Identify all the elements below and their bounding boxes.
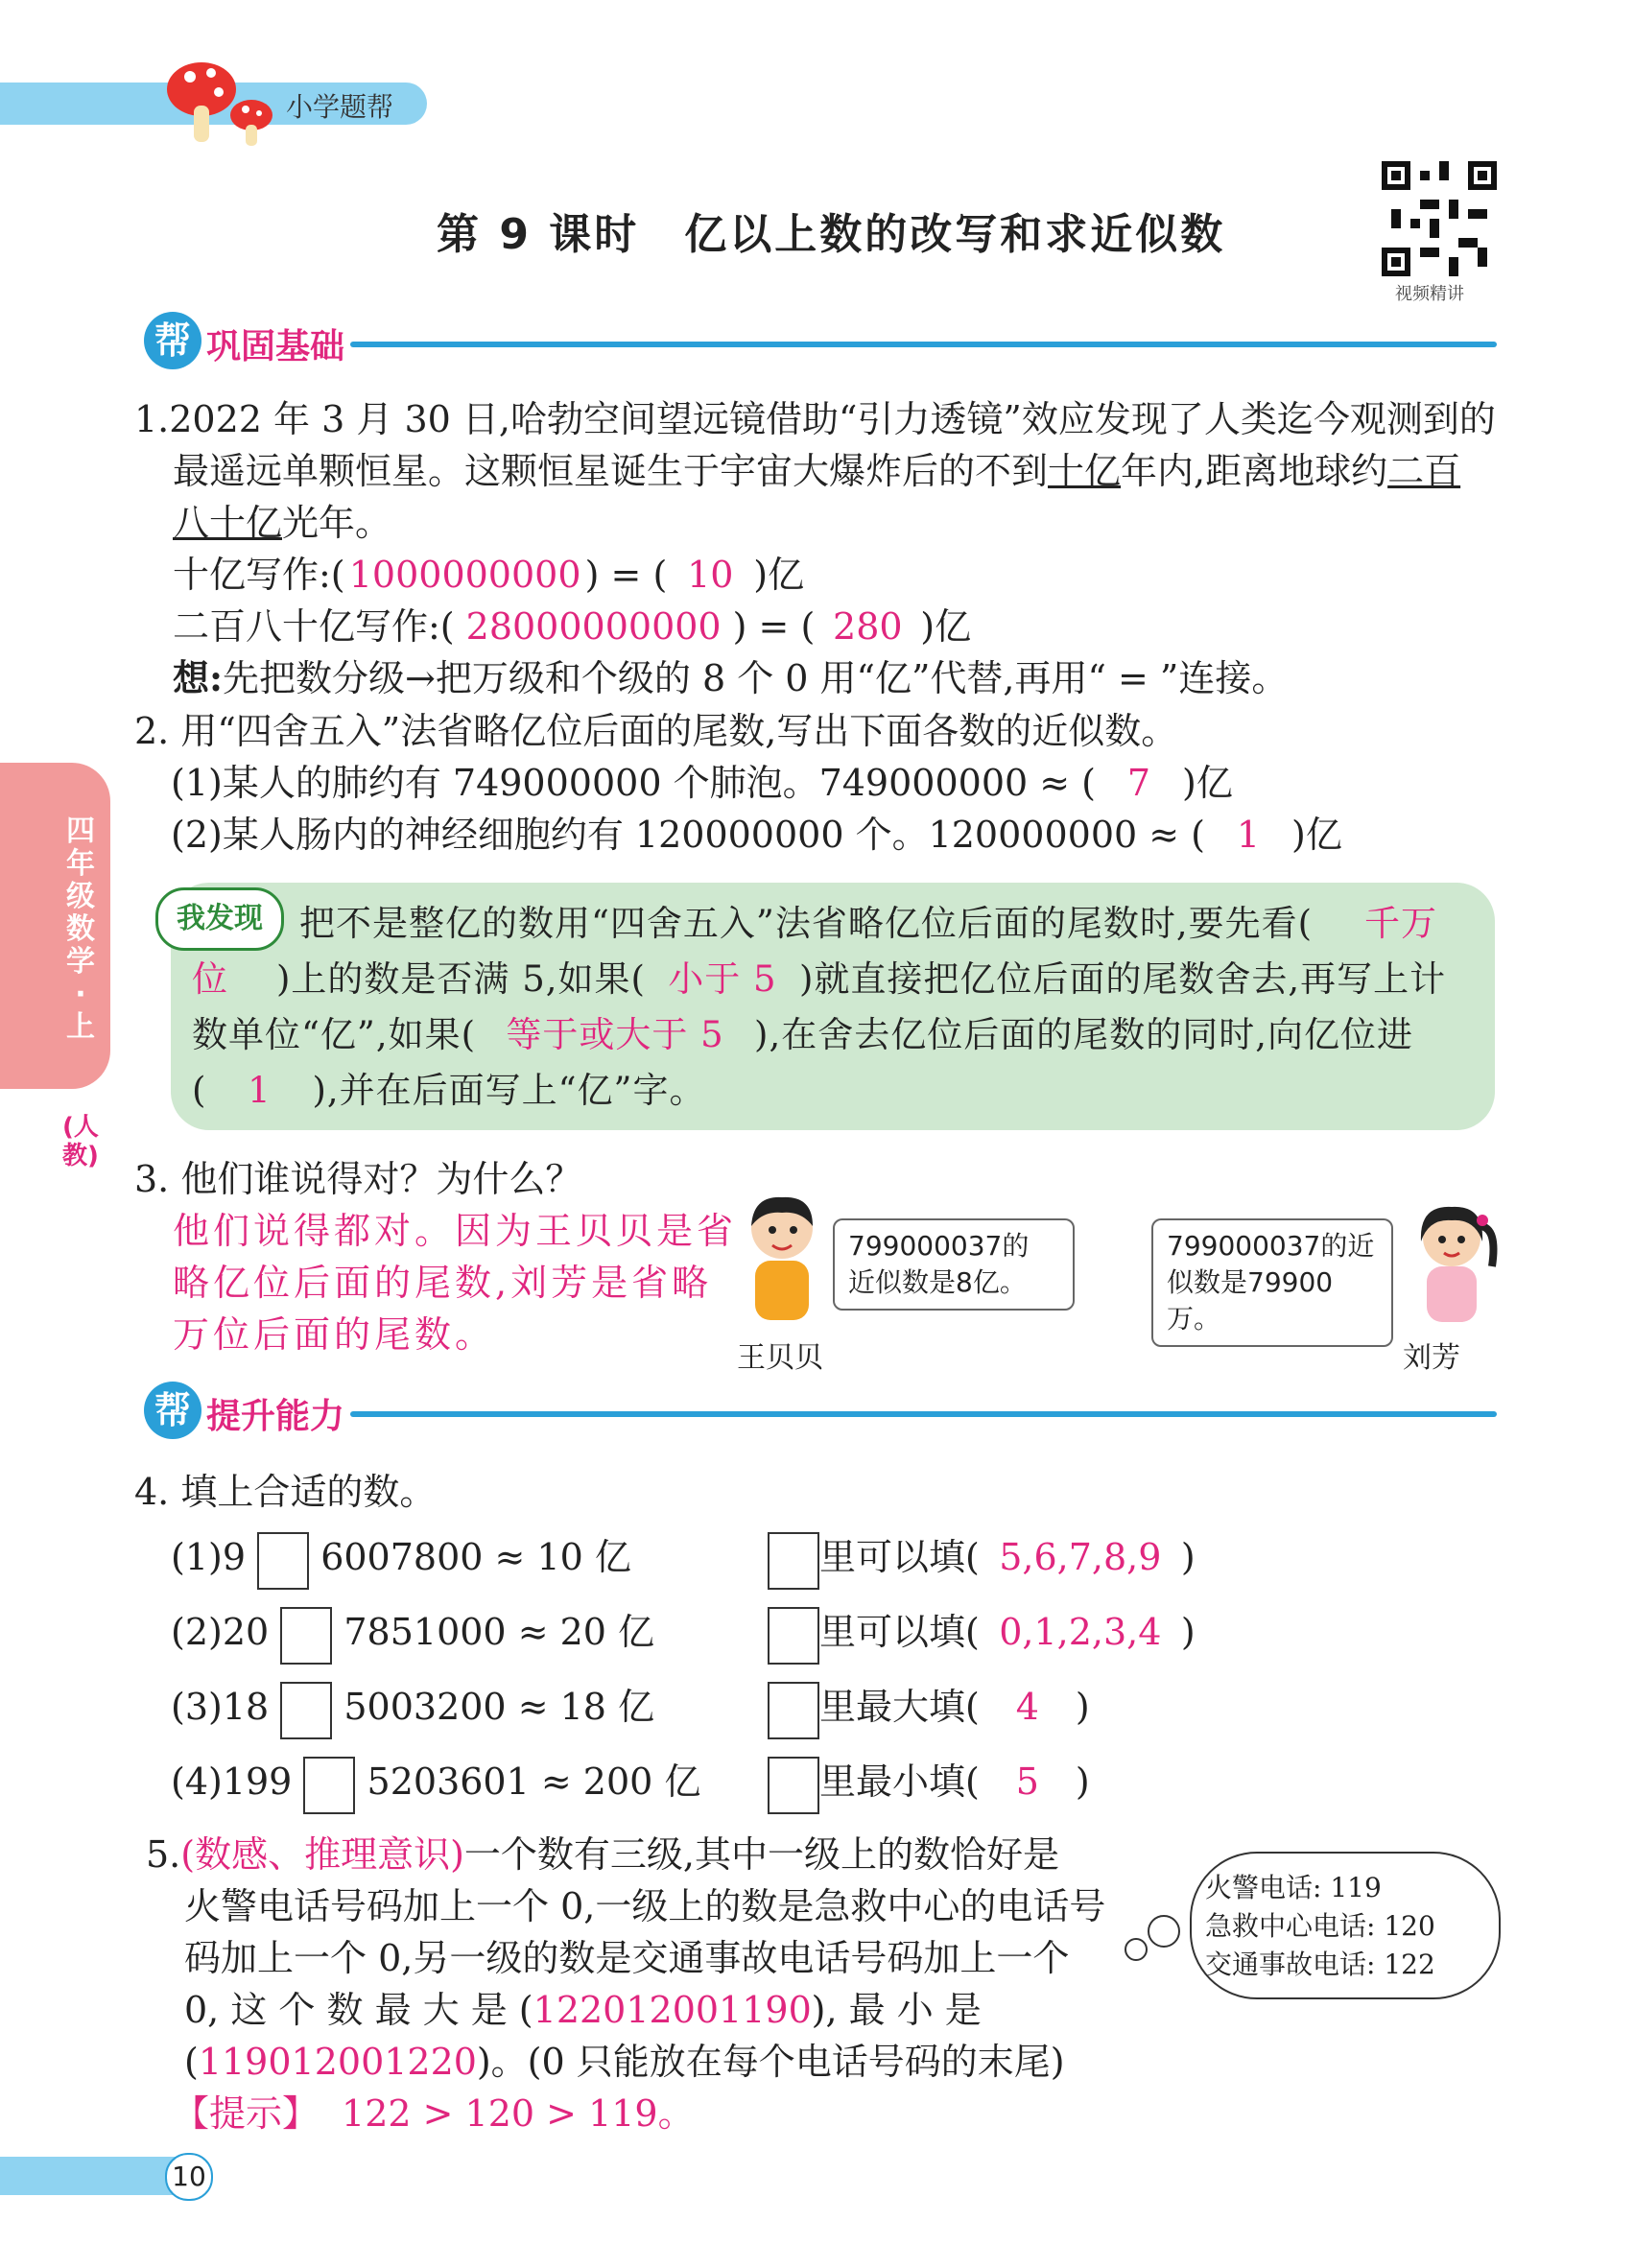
q4-row: [171, 1606, 654, 1665]
answer-box[interactable]: [768, 1757, 819, 1814]
section-divider: [350, 1411, 1497, 1417]
text: )。(0 只能放在每个电话号码的末尾): [476, 2041, 1065, 2083]
video-caption: 视频精讲: [1395, 284, 1464, 304]
label: 5203601 ≈ 200 亿: [367, 1760, 701, 1803]
q1-text: 最遥远单颗恒星。这颗恒星诞生于宇宙大爆炸后的不到: [173, 450, 1049, 492]
answer: 5,6,7,8,9: [999, 1536, 1162, 1578]
q5-line1: [146, 1829, 1059, 1880]
answer-box[interactable]: [303, 1757, 355, 1814]
hint-label: 【提示】: [173, 2092, 320, 2135]
section-title-improve: 提升能力: [206, 1397, 345, 1436]
answer: 位: [192, 958, 228, 1000]
text: 把不是整亿的数用“四舍五入”法省略亿位后面的尾数时,要先看(: [299, 903, 1314, 944]
section-badge: 帮: [144, 312, 201, 369]
q1-underline: 二百: [1387, 450, 1461, 492]
label: 十亿写作:(: [173, 554, 345, 596]
answer-box[interactable]: [280, 1607, 332, 1665]
label: )亿: [753, 554, 805, 596]
label: (2)20: [171, 1611, 270, 1653]
q1-text: 年内,距离地球约: [1121, 450, 1388, 492]
thought-dot: [1125, 1938, 1148, 1961]
answer: 1000000000: [348, 554, 581, 596]
label: 7851000 ≈ 20 亿: [343, 1611, 655, 1653]
q4-row-answer: [768, 1531, 1196, 1590]
q5-line2: 火警电话号码加上一个 0,一级上的数是急救中心的电话号: [184, 1885, 1106, 1927]
q5-line4: [184, 1984, 982, 2036]
answer: 28000000000: [465, 605, 722, 648]
brand-label: 小学题帮: [286, 91, 394, 123]
label: ): [1075, 1760, 1090, 1803]
question-number: 5.: [146, 1833, 181, 1876]
label: 里最大填(: [819, 1686, 980, 1728]
page-title: 第 9 课时 亿以上数的改写和求近似数: [437, 210, 1226, 259]
q2-part1: [171, 757, 1233, 809]
answer: 小于 5: [668, 958, 777, 1000]
section-badge: 帮: [144, 1382, 201, 1439]
q4-row-answer: [768, 1756, 1090, 1814]
answer: 122012001190: [533, 1989, 812, 2031]
speech-text: 似数是79900万。: [1167, 1266, 1334, 1335]
speech-text: 799000037的: [848, 1230, 1030, 1262]
answer-box[interactable]: [768, 1607, 819, 1665]
edition-label: (人教): [62, 1113, 99, 1170]
text: )就直接把亿位后面的尾数舍去,再写上计: [798, 958, 1447, 1000]
text: 0, 这 个 数 最 大 是 (: [184, 1989, 533, 2031]
girl-speech-bubble: [1151, 1218, 1393, 1347]
text: ), 最 小 是: [811, 1989, 982, 2031]
answer-box[interactable]: [280, 1682, 332, 1739]
text: ),在舍去亿位后面的尾数的同时,向亿位进: [754, 1014, 1413, 1055]
cloud-text: [1205, 1869, 1435, 1984]
q2-part2: [171, 809, 1342, 861]
label: (4)199: [171, 1760, 293, 1803]
label: (1)9: [171, 1536, 247, 1578]
text: (: [192, 1070, 207, 1111]
discover-line2: [192, 952, 1446, 1007]
q3-answer-line3: 万位后面的尾数。: [173, 1313, 496, 1356]
speech-text: 近似数是8亿。: [848, 1266, 1027, 1298]
label: 里可以填(: [819, 1536, 980, 1578]
q1-underline: 八十亿: [173, 502, 283, 544]
thought-dot: [1148, 1915, 1180, 1948]
q1-answer-a: [173, 549, 804, 601]
q5-line5: [184, 2036, 1065, 2088]
label: )亿: [920, 605, 972, 648]
q2-stem: 2. 用“四舍五入”法省略亿位后面的尾数,写出下面各数的近似数。: [134, 710, 1178, 752]
text: (: [184, 2041, 199, 2083]
q5-line3: 码加上一个 0,另一级的数是交通事故电话号码加上一个: [184, 1937, 1070, 1979]
fire-phone: 火警电话: 119: [1205, 1872, 1382, 1903]
answer-box[interactable]: [768, 1532, 819, 1590]
label: ) = (: [584, 554, 668, 596]
answer: 1: [248, 1070, 272, 1111]
qr-code-icon[interactable]: [1382, 161, 1497, 276]
boy-name: 王贝贝: [737, 1341, 823, 1375]
answer: 等于或大于 5: [506, 1014, 724, 1055]
boy-figure-icon: [734, 1190, 830, 1324]
discover-badge: 我发现: [155, 887, 284, 951]
q3-answer-line1: 他们说得都对。因为王贝贝是省: [173, 1210, 738, 1252]
footer-band: [0, 2157, 187, 2195]
q1-line3: [173, 497, 391, 549]
grade-label: 四年级数学·上: [66, 815, 95, 1044]
label: ): [1180, 1536, 1196, 1578]
text: 一个数有三级,其中一级上的数恰好是: [463, 1833, 1060, 1876]
girl-name: 刘芳: [1403, 1341, 1460, 1375]
answer: 千万: [1364, 903, 1438, 944]
girl-figure-icon: [1406, 1199, 1502, 1324]
q4-row: [171, 1756, 700, 1814]
traffic-phone: 交通事故电话: 122: [1205, 1949, 1435, 1980]
q4-row-answer: [768, 1681, 1090, 1739]
answer-box[interactable]: [768, 1682, 819, 1739]
section-divider: [350, 342, 1497, 347]
label: 5003200 ≈ 18 亿: [343, 1686, 655, 1728]
page-number: 10: [165, 2153, 213, 2201]
label: ) = (: [732, 605, 816, 648]
discover-line1: [299, 896, 1437, 952]
answer: 280: [833, 605, 903, 648]
think-text: 先把数分级→把万级和个级的 8 个 0 用“亿”代替,再用“ = ”连接。: [223, 657, 1289, 699]
label: 二百八十亿写作:(: [173, 605, 455, 648]
q4-row: [171, 1681, 654, 1739]
q4-row-answer: [768, 1606, 1196, 1665]
label: (3)18: [171, 1686, 270, 1728]
label: )亿: [1182, 762, 1233, 804]
q1-line1: 1.2022 年 3 月 30 日,哈勃空间望远镜借助“引力透镜”效应发现了人类迄今观测到的: [134, 398, 1496, 440]
label: )亿: [1291, 814, 1342, 856]
label: 里可以填(: [819, 1611, 980, 1653]
speech-text: 799000037的近: [1167, 1230, 1375, 1262]
text: 数单位“亿”,如果(: [192, 1014, 477, 1055]
boy-speech-bubble: [833, 1218, 1075, 1311]
label: (2)某人肠内的神经细胞约有 120000000 个。120000000 ≈ (: [171, 814, 1205, 856]
label: (1)某人的肺约有 749000000 个肺泡。749000000 ≈ (: [171, 762, 1096, 804]
discover-line3: [192, 1007, 1413, 1063]
mushroom-icon: [163, 56, 278, 147]
q5-hint: [173, 2088, 695, 2139]
q1-answer-b: [173, 601, 971, 652]
answer: 0,1,2,3,4: [999, 1611, 1162, 1653]
answer: 10: [687, 554, 734, 596]
q1-think: [173, 652, 1288, 704]
q1-text: 光年。: [282, 502, 392, 544]
q1-line2: [173, 445, 1460, 497]
q4-stem: 4. 填上合适的数。: [134, 1471, 437, 1513]
label: 里最小填(: [819, 1760, 980, 1803]
q4-row: [171, 1531, 631, 1590]
hint-text: 122 > 120 > 119。: [342, 2092, 695, 2135]
text: )上的数是否满 5,如果(: [276, 958, 646, 1000]
label: ): [1180, 1611, 1196, 1653]
label: ): [1075, 1686, 1090, 1728]
answer: 4: [1015, 1686, 1039, 1728]
answer: 7: [1126, 762, 1151, 804]
section-title-basics: 巩固基础: [206, 327, 345, 366]
answer-box[interactable]: [257, 1532, 309, 1590]
discover-line4: [192, 1063, 705, 1119]
answer: 119012001220: [198, 2041, 477, 2083]
q3-stem: 3. 他们谁说得对？为什么？: [134, 1158, 582, 1200]
q3-answer-line2: 略亿位后面的尾数,刘芳是省略: [173, 1262, 713, 1304]
q5-tag: (数感、推理意识): [180, 1833, 464, 1876]
text: ),并在后面写上“亿”字。: [312, 1070, 706, 1111]
think-label: 想:: [173, 656, 224, 699]
q1-underline-ten-yi: 十亿: [1048, 450, 1122, 492]
label: 6007800 ≈ 10 亿: [320, 1536, 631, 1578]
answer: 5: [1015, 1760, 1039, 1803]
answer: 1: [1236, 814, 1261, 856]
ambulance-phone: 急救中心电话: 120: [1205, 1910, 1435, 1942]
